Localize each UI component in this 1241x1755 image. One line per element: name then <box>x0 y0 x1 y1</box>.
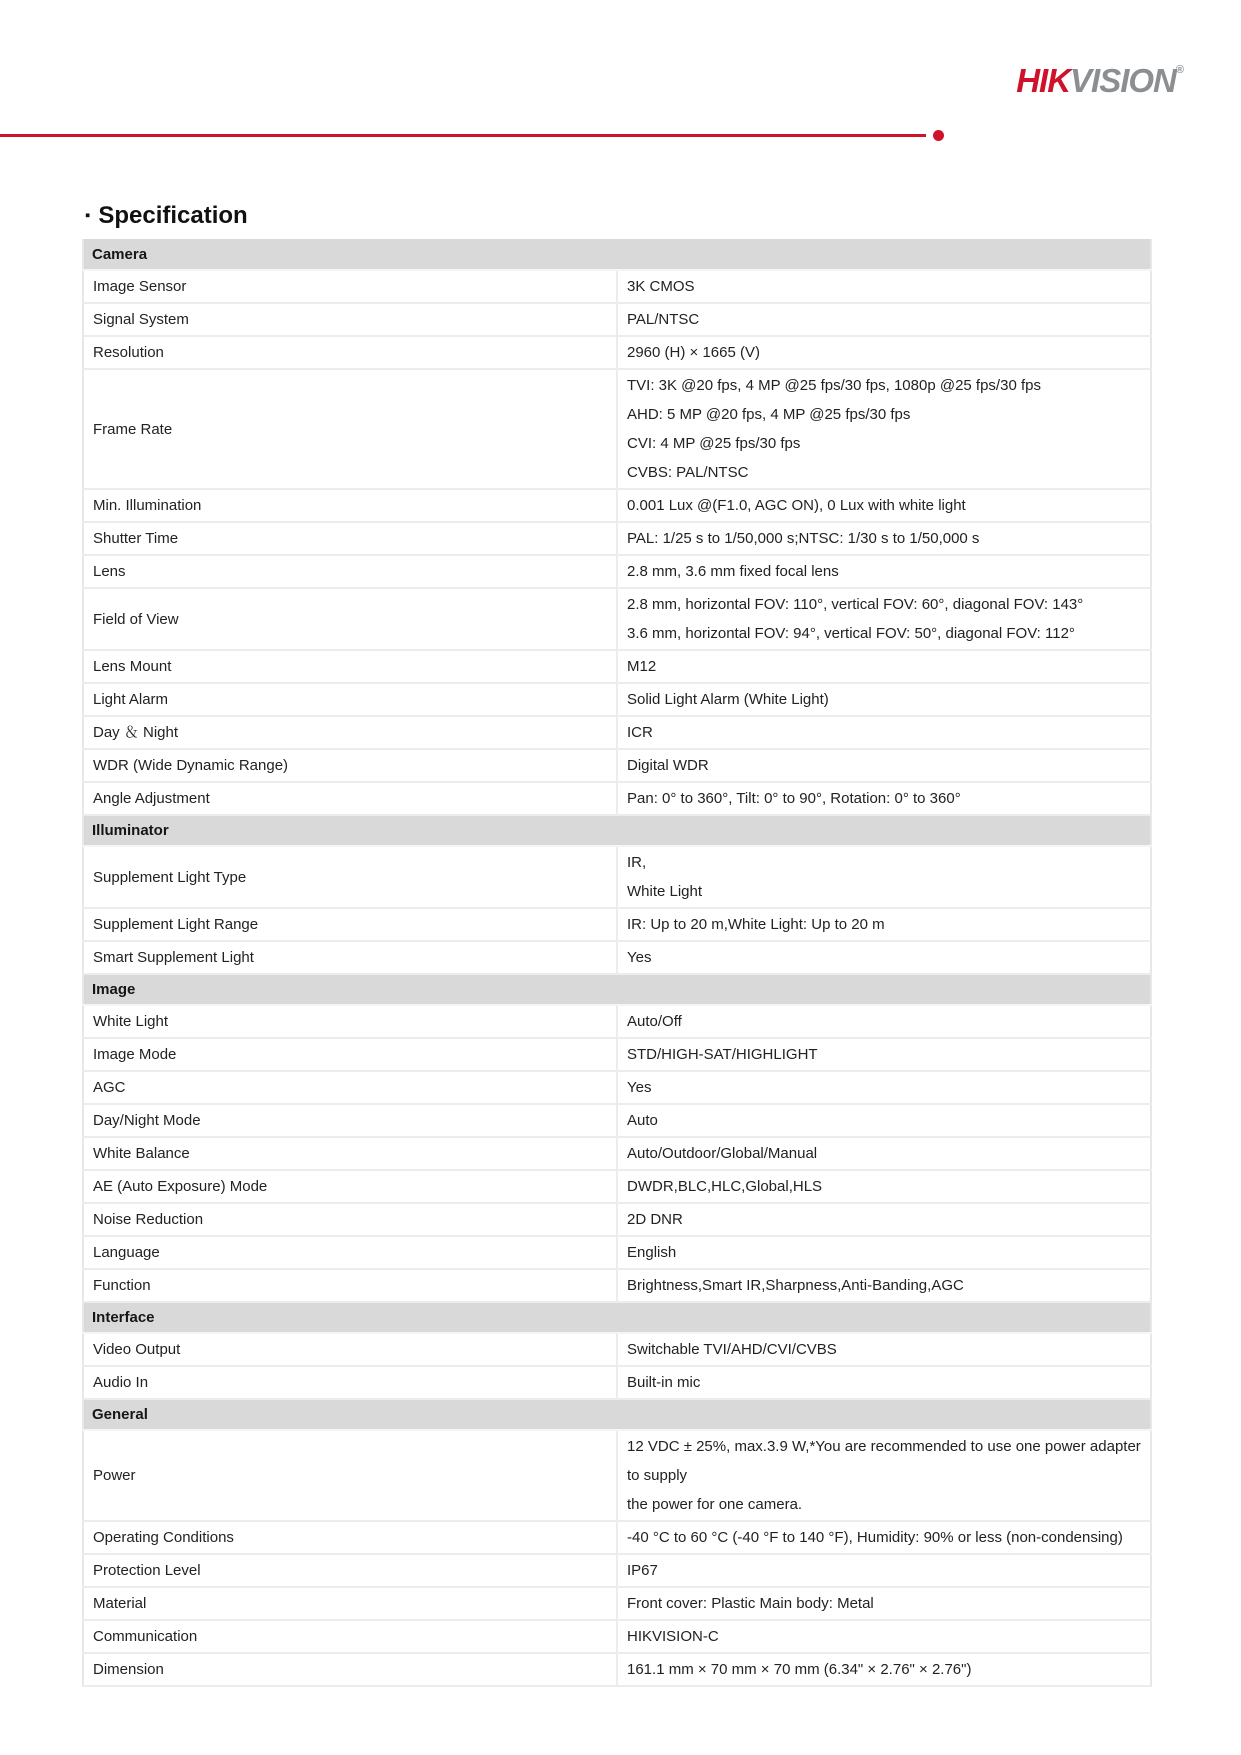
spec-label-cell <box>83 1430 617 1521</box>
spec-row <box>83 1587 1151 1620</box>
spec-value-cell <box>617 555 1151 588</box>
spec-row <box>83 1203 1151 1236</box>
spec-row <box>83 846 1151 908</box>
spec-row <box>83 588 1151 650</box>
page-title-text: Specification <box>98 202 248 229</box>
spec-value-line: White Light <box>627 883 703 900</box>
spec-value-line: CVBS: PAL/NTSC <box>627 464 749 481</box>
spec-label-text: WDR (Wide Dynamic Range) <box>93 757 289 774</box>
spec-label-text: Shutter Time <box>93 530 179 547</box>
spec-label-cell <box>83 369 617 489</box>
spec-row <box>83 1333 1151 1366</box>
page-title <box>85 202 248 230</box>
spec-value-line: 0.001 Lux @(F1.0, AGC ON), 0 Lux with white light <box>627 497 966 514</box>
spec-label-text: Signal System <box>93 311 189 328</box>
spec-value-line: IR, <box>627 854 647 871</box>
spec-label-text: Function <box>93 1277 151 1294</box>
spec-label-text: Power <box>93 1467 136 1484</box>
spec-label-cell <box>83 716 617 749</box>
spec-value-line: Built-in mic <box>627 1374 701 1391</box>
spec-label-text: Supplement Light Type <box>93 868 247 886</box>
spec-label-text: Noise Reduction <box>93 1211 204 1228</box>
spec-value-cell <box>617 1366 1151 1399</box>
spec-value-line: the power for one camera. <box>627 1496 803 1513</box>
spec-value-line: PAL/NTSC <box>627 311 700 328</box>
spec-label-text: Audio In <box>93 1374 149 1391</box>
spec-label-cell <box>83 846 617 908</box>
spec-label-text: Image Mode <box>93 1046 177 1063</box>
spec-row <box>83 555 1151 588</box>
spec-label-cell <box>83 1366 617 1399</box>
spec-label-cell <box>83 683 617 716</box>
header-red-dot-icon <box>933 130 944 141</box>
spec-value-line: PAL: 1/25 s to 1/50,000 s;NTSC: 1/30 s to 1/50,000 s <box>627 530 980 547</box>
spec-label-text: Angle Adjustment <box>93 790 210 807</box>
spec-value-cell <box>617 336 1151 369</box>
spec-row <box>83 1269 1151 1302</box>
spec-label-text: Frame Rate <box>93 420 173 438</box>
spec-value-cell <box>617 1236 1151 1269</box>
spec-label-text: Lens Mount <box>93 658 172 675</box>
spec-label-cell <box>83 908 617 941</box>
spec-label-cell <box>83 1137 617 1170</box>
spec-value-cell <box>617 1333 1151 1366</box>
spec-value-cell <box>617 588 1151 650</box>
spec-value-line: 3K CMOS <box>627 278 695 295</box>
logo-hik-text: HIK <box>1016 62 1071 99</box>
spec-label-cell <box>83 1236 617 1269</box>
spec-value-line: M12 <box>627 658 657 675</box>
logo-vision-text: VISION <box>1070 62 1176 99</box>
spec-value-line: IR: Up to 20 m,White Light: Up to 20 m <box>627 916 885 933</box>
spec-value-cell <box>617 683 1151 716</box>
spec-value-line: Front cover: Plastic Main body: Metal <box>627 1595 874 1612</box>
spec-value-cell <box>617 1104 1151 1137</box>
spec-value-cell <box>617 1203 1151 1236</box>
spec-label-cell <box>83 1005 617 1038</box>
specification-table <box>82 239 1152 1687</box>
spec-value-line: STD/HIGH-SAT/HIGHLIGHT <box>627 1046 818 1063</box>
spec-value-line: Pan: 0° to 360°, Tilt: 0° to 90°, Rotation: 0° to 360° <box>627 790 961 807</box>
spec-label-cell <box>83 555 617 588</box>
section-header-row <box>83 1302 1151 1333</box>
spec-value-line: HIKVISION-C <box>627 1628 719 1645</box>
spec-value-line: Yes <box>627 1079 652 1096</box>
spec-value-line: 2.8 mm, 3.6 mm fixed focal lens <box>627 563 839 580</box>
spec-value-cell <box>617 650 1151 683</box>
spec-label-text: AE (Auto Exposure) Mode <box>93 1178 268 1195</box>
spec-value-cell <box>617 1038 1151 1071</box>
spec-value-cell <box>617 270 1151 303</box>
spec-value-cell <box>617 941 1151 974</box>
spec-row <box>83 1521 1151 1554</box>
spec-value-line: Auto <box>627 1112 658 1129</box>
spec-value-cell <box>617 1005 1151 1038</box>
spec-row <box>83 1005 1151 1038</box>
spec-value-cell <box>617 1554 1151 1587</box>
spec-row <box>83 489 1151 522</box>
spec-row <box>83 1653 1151 1686</box>
spec-label-text: Communication <box>93 1628 198 1645</box>
spec-label-cell <box>83 303 617 336</box>
spec-value-line: 3.6 mm, horizontal FOV: 94°, vertical FOV: 50°, diagonal FOV: 112° <box>627 625 1075 642</box>
spec-label-text: Material <box>93 1595 147 1612</box>
spec-label-text: Supplement Light Range <box>93 916 259 933</box>
header-red-rule <box>0 134 926 137</box>
spec-label-text: Image Sensor <box>93 278 187 295</box>
spec-label-cell <box>83 1653 617 1686</box>
spec-label-text: Resolution <box>93 344 164 361</box>
spec-value-cell <box>617 1137 1151 1170</box>
spec-row <box>83 1104 1151 1137</box>
spec-label-cell <box>83 489 617 522</box>
spec-row <box>83 1430 1151 1521</box>
spec-label-text: Smart Supplement Light <box>93 949 254 966</box>
spec-value-line: Yes <box>627 949 652 966</box>
spec-value-line: TVI: 3K @20 fps, 4 MP @25 fps/30 fps, 1080p @25 fps/30 fps <box>627 377 1041 394</box>
section-header-label: Camera <box>83 239 1151 270</box>
spec-label-text: White Light <box>93 1013 169 1030</box>
spec-value-cell <box>617 1170 1151 1203</box>
section-header-row <box>83 974 1151 1005</box>
spec-label-cell <box>83 1071 617 1104</box>
spec-row <box>83 303 1151 336</box>
hikvision-logo <box>1016 53 1184 98</box>
spec-row <box>83 522 1151 555</box>
spec-value-cell <box>617 908 1151 941</box>
specification-table-body <box>83 239 1151 1686</box>
spec-value-line: Auto/Off <box>627 1013 682 1030</box>
spec-value-line: 2.8 mm, horizontal FOV: 110°, vertical FOV: 60°, diagonal FOV: 143° <box>627 596 1084 613</box>
spec-value-line: CVI: 4 MP @25 fps/30 fps <box>627 435 801 452</box>
spec-value-cell <box>617 303 1151 336</box>
spec-label-cell <box>83 1620 617 1653</box>
registered-trademark-icon: ® <box>1175 64 1184 76</box>
spec-label-cell <box>83 1104 617 1137</box>
spec-value-line: ICR <box>627 724 653 741</box>
spec-value-cell <box>617 522 1151 555</box>
spec-label-cell <box>83 1554 617 1587</box>
spec-row <box>83 716 1151 749</box>
section-header-row <box>83 1399 1151 1430</box>
spec-row <box>83 908 1151 941</box>
square-bullet-icon: ▪ <box>85 207 91 224</box>
spec-row <box>83 782 1151 815</box>
section-header-row <box>83 815 1151 846</box>
spec-row <box>83 1620 1151 1653</box>
spec-row <box>83 1554 1151 1587</box>
spec-value-cell <box>617 1620 1151 1653</box>
spec-value-cell <box>617 1587 1151 1620</box>
spec-label-cell <box>83 1333 617 1366</box>
spec-label-cell <box>83 1269 617 1302</box>
spec-row <box>83 1038 1151 1071</box>
spec-label-text: Field of View <box>93 610 179 628</box>
section-header-label: Interface <box>83 1302 1151 1333</box>
spec-row <box>83 749 1151 782</box>
spec-value-line: Auto/Outdoor/Global/Manual <box>627 1145 818 1162</box>
spec-row <box>83 369 1151 489</box>
spec-label-text: Min. Illumination <box>93 497 202 514</box>
spec-label-cell <box>83 1170 617 1203</box>
spec-label-cell <box>83 1203 617 1236</box>
spec-value-cell <box>617 782 1151 815</box>
spec-label-text: Video Output <box>93 1341 181 1358</box>
spec-value-line: English <box>627 1244 677 1261</box>
spec-label-text: Operating Conditions <box>93 1529 234 1546</box>
spec-value-cell <box>617 1430 1151 1521</box>
spec-label-cell <box>83 1587 617 1620</box>
spec-label-cell <box>83 941 617 974</box>
spec-label-cell <box>83 1038 617 1071</box>
spec-label-text: AGC <box>93 1079 126 1096</box>
spec-value-line: 161.1 mm × 70 mm × 70 mm (6.34" × 2.76" × 2.76") <box>627 1661 972 1678</box>
spec-value-cell <box>617 1521 1151 1554</box>
spec-value-line: Solid Light Alarm (White Light) <box>627 691 829 708</box>
spec-label-cell <box>83 336 617 369</box>
spec-value-line: Switchable TVI/AHD/CVI/CVBS <box>627 1341 837 1358</box>
spec-label-cell <box>83 650 617 683</box>
spec-row <box>83 1071 1151 1104</box>
spec-row <box>83 270 1151 303</box>
spec-row <box>83 650 1151 683</box>
spec-row <box>83 336 1151 369</box>
spec-row <box>83 1137 1151 1170</box>
spec-label-text: Light Alarm <box>93 691 169 708</box>
spec-value-line: 2D DNR <box>627 1211 683 1228</box>
spec-value-cell <box>617 1653 1151 1686</box>
spec-value-cell <box>617 489 1151 522</box>
section-header-label: Image <box>83 974 1151 1005</box>
spec-value-cell <box>617 1269 1151 1302</box>
spec-label-cell <box>83 588 617 650</box>
spec-value-cell <box>617 716 1151 749</box>
spec-value-line: Digital WDR <box>627 757 709 774</box>
section-header-row <box>83 239 1151 270</box>
spec-label-cell <box>83 782 617 815</box>
spec-label-text: Day ＆ Night <box>93 724 179 741</box>
spec-label-text: Dimension <box>93 1661 164 1678</box>
spec-row <box>83 1366 1151 1399</box>
spec-value-cell <box>617 369 1151 489</box>
spec-row <box>83 1236 1151 1269</box>
spec-value-cell <box>617 749 1151 782</box>
spec-label-cell <box>83 522 617 555</box>
spec-label-cell <box>83 1521 617 1554</box>
spec-label-text: Lens <box>93 563 126 580</box>
section-header-label: General <box>83 1399 1151 1430</box>
spec-row <box>83 1170 1151 1203</box>
spec-row <box>83 683 1151 716</box>
section-header-label: Illuminator <box>83 815 1151 846</box>
spec-value-line: 12 VDC ± 25%, max.3.9 W,*You are recommended to use one power adapter to supply <box>627 1438 1141 1484</box>
spec-value-line: -40 °C to 60 °C (-40 °F to 140 °F), Humidity: 90% or less (non-condensing) <box>627 1529 1123 1546</box>
spec-value-line: AHD: 5 MP @20 fps, 4 MP @25 fps/30 fps <box>627 406 911 423</box>
spec-label-text: Language <box>93 1244 160 1261</box>
spec-label-cell <box>83 270 617 303</box>
spec-value-line: Brightness,Smart IR,Sharpness,Anti-Banding,AGC <box>627 1277 964 1294</box>
spec-value-line: IP67 <box>627 1562 658 1579</box>
spec-label-text: White Balance <box>93 1145 190 1162</box>
spec-value-cell <box>617 1071 1151 1104</box>
spec-value-cell <box>617 846 1151 908</box>
spec-row <box>83 941 1151 974</box>
spec-label-text: Protection Level <box>93 1562 201 1579</box>
spec-label-text: Day/Night Mode <box>93 1112 201 1129</box>
spec-value-line: DWDR,BLC,HLC,Global,HLS <box>627 1178 823 1195</box>
spec-label-cell <box>83 749 617 782</box>
spec-value-line: 2960 (H) × 1665 (V) <box>627 344 760 361</box>
